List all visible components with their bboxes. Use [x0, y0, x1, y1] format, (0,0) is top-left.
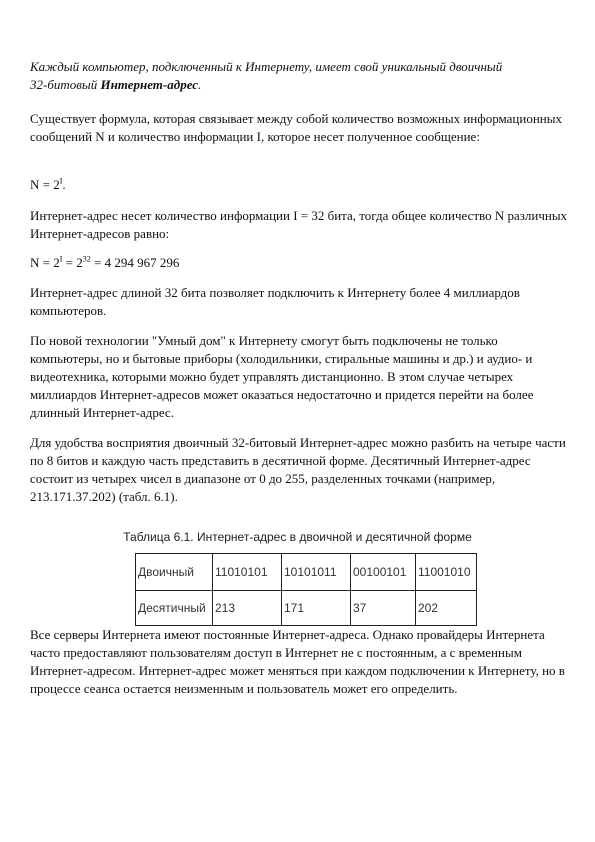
- formula-1-left: N = 2: [30, 177, 60, 192]
- formula-2-a: N = 2: [30, 255, 60, 270]
- paragraph-smart-home: По новой технологии "Умный дом" к Интернету смогут быть подключены не только компьютеры, но и бытовые приборы (холодильники, стиральные машины и др.) и аудио- и видеотехника, которыми можно будет управлять дистанционно. В этом случае четырех миллиардов Интернет-адресов может оказаться недостаточно и придется перейти на более длинный Интернет-адрес.: [30, 333, 534, 420]
- formula-2-exp1: I: [59, 254, 63, 264]
- table-cell: Десятичный: [136, 591, 213, 626]
- formula-1-exp: I: [59, 176, 63, 186]
- table-cell: Двоичный: [136, 554, 213, 591]
- intro-paragraph: [30, 58, 570, 94]
- intro-line2-prefix: 32-битовый: [30, 77, 101, 92]
- table-cell: 202: [416, 591, 477, 626]
- formula-1-right: .: [62, 177, 66, 192]
- formula-1: [30, 176, 570, 194]
- table-cell: 11010101: [213, 554, 282, 591]
- table-row-binary: [136, 554, 477, 591]
- intro-term: Интернет-адрес: [100, 77, 199, 92]
- table-cell: 10101011: [282, 554, 351, 591]
- paragraph-4-billion: Интернет-адрес длиной 32 бита позволяет подключить к Интернету более 4 миллиардов компьютеров.: [30, 285, 520, 318]
- table-cell: 171: [282, 591, 351, 626]
- formula-2-b: = 2: [62, 255, 83, 270]
- intro-line2-suffix: .: [198, 77, 202, 92]
- formula-2: [30, 254, 570, 272]
- intro-line1: Каждый компьютер, подключенный к Интернету, имеет свой уникальный двоичный: [30, 59, 503, 74]
- table-cell: 11001010: [416, 554, 477, 591]
- paragraph-decimal-form: Для удобства восприятия двоичный 32-битовый Интернет-адрес можно разбить на четыре части по 8 битов и каждую часть представить в десятичной форме. Десятичный Интернет-адрес состоит из четырех чисел в диапазоне от 0 до 255, разделенных точками (например, 213.171.37.202) (табл. 6.1).: [30, 435, 566, 504]
- paragraph-address-info: Интернет-адрес несет количество информации I = 32 бита, тогда общее количество N различных Интернет-адресов равно:: [30, 208, 568, 241]
- address-table: [135, 553, 477, 626]
- table-caption: Таблица 6.1. Интернет-адрес в двоичной и десятичной форме: [123, 530, 472, 544]
- formula-2-c: = 4 294 967 296: [90, 255, 180, 270]
- formula-2-exp2: 32: [82, 254, 91, 264]
- table-cell: 00100101: [351, 554, 416, 591]
- table-cell: 37: [351, 591, 416, 626]
- paragraph-servers: Все серверы Интернета имеют постоянные Интернет-адреса. Однако провайдеры Интернета часто предоставляют пользователям доступ в Интернет не с постоянным, а с временным Интернет-адресом. Интернет-адрес может меняться при каждом подключении к Интернету, но в процессе сеанса остается неизменным и пользователь может его определить.: [30, 627, 565, 696]
- paragraph-formula-intro: Существует формула, которая связывает между собой количество возможных информационных сообщений N и количество информации I, которое несет полученное сообщение:: [30, 111, 562, 144]
- table-row-decimal: [136, 591, 477, 626]
- table-cell: 213: [213, 591, 282, 626]
